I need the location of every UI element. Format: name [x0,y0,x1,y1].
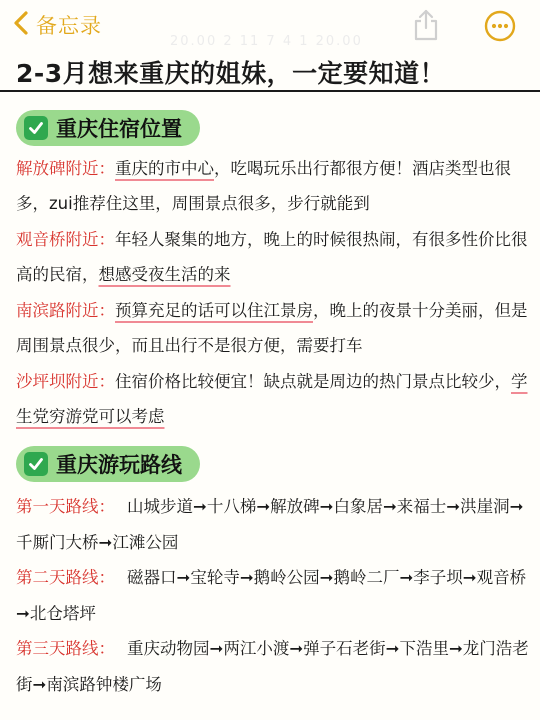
route-day-2: 第二天路线： 磁器口➞宝轮寺➞鹅岭公园➞鹅岭二厂➞李子坝➞观音桥➞北仓塔坪 [16,568,527,623]
faded-watermark: 20.00 2 11 7 4 1 20.00 [170,34,363,49]
stay-area-shapingba: 沙坪坝附近：住宿价格比较便宜！缺点就是周边的热门景点比较少，学生党穷游党可以考虑 [16,372,528,426]
note-title: 2-3月想来重庆的姐妹，一定要知道！ [16,59,446,88]
back-label: 备忘录 [36,14,102,38]
top-bar [0,0,540,50]
stay-area-nanbinlu: 南滨路附近：预算充足的话可以住江景房，晚上的夜景十分美丽，但是周围景点很少，而且出行不是很方便，需要打车 [16,301,528,355]
share-icon[interactable] [412,8,440,42]
check-mark-icon [24,116,48,140]
stay-area-guanyinqiao: 观音桥附近：年轻人聚集的地方，晚上的时候很热闹，有很多性价比很高的民宿，想感受夜生活的来 [16,230,528,284]
back-button[interactable] [12,10,102,40]
route-day-3: 第三天路线： 重庆动物园➞两江小渡➞弹子石老街➞下浩里➞龙门浩老街➞南滨路钟楼广场 [16,639,529,694]
chevron-left-icon [12,10,30,40]
section-heading-routes: 重庆游玩路线 [16,446,200,482]
title-divider [0,90,540,92]
stay-area-jiefangbei: 解放碑附近：重庆的市中心，吃喝玩乐出行都很方便！酒店类型也很多，zui推荐住这里，周围景点很多，步行就能到 [16,159,511,213]
more-options-icon[interactable] [484,10,516,42]
route-day-1: 第一天路线： 山城步道➞十八梯➞解放碑➞白象居➞来福士➞洪崖洞➞千厮门大桥➞江滩公园 [16,497,524,552]
section-heading-stay: 重庆住宿位置 [16,110,200,146]
check-mark-icon [24,452,48,476]
